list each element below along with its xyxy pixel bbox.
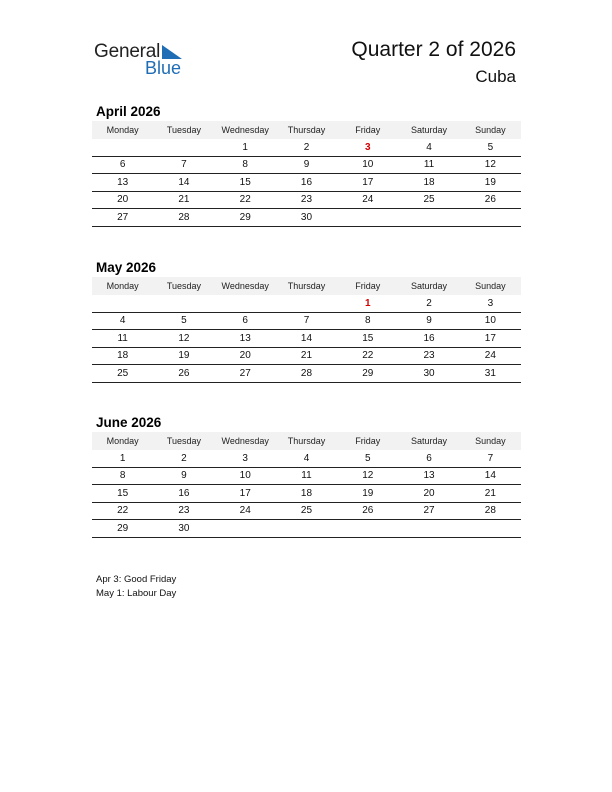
day-cell: 2 — [153, 450, 214, 467]
day-cell: 28 — [276, 365, 337, 383]
day-cell: 3 — [337, 139, 398, 156]
weekday-header: Tuesday — [153, 121, 214, 139]
day-cell: 20 — [398, 485, 459, 503]
day-cell: 22 — [92, 502, 153, 520]
weekday-header: Wednesday — [215, 432, 276, 450]
weekday-header: Wednesday — [215, 121, 276, 139]
day-cell — [215, 295, 276, 312]
weekday-header: Wednesday — [215, 277, 276, 295]
holiday-note: May 1: Labour Day — [96, 588, 177, 599]
day-cell: 11 — [92, 330, 153, 348]
day-cell: 11 — [276, 467, 337, 485]
week-row — [92, 139, 521, 156]
month-title: June 2026 — [96, 415, 162, 430]
month-title: May 2026 — [96, 260, 157, 275]
day-cell: 30 — [276, 209, 337, 227]
day-cell: 26 — [337, 502, 398, 520]
day-cell: 30 — [153, 520, 214, 538]
day-cell: 7 — [153, 156, 214, 174]
day-cell: 8 — [215, 156, 276, 174]
day-cell: 15 — [215, 174, 276, 192]
month-title: April 2026 — [96, 104, 161, 119]
weekday-header: Thursday — [276, 277, 337, 295]
weekday-header: Monday — [92, 432, 153, 450]
day-cell: 9 — [276, 156, 337, 174]
day-cell: 3 — [460, 295, 521, 312]
day-cell — [276, 295, 337, 312]
day-cell: 6 — [215, 312, 276, 330]
day-cell: 18 — [276, 485, 337, 503]
weekday-header: Friday — [337, 432, 398, 450]
week-row — [92, 502, 521, 520]
weekday-header: Monday — [92, 277, 153, 295]
day-cell: 2 — [276, 139, 337, 156]
day-cell: 16 — [276, 174, 337, 192]
day-cell: 17 — [215, 485, 276, 503]
day-cell: 21 — [276, 347, 337, 365]
calendar-table — [92, 121, 521, 227]
day-cell: 26 — [460, 191, 521, 209]
day-cell: 24 — [337, 191, 398, 209]
day-cell — [276, 520, 337, 538]
month-may — [92, 258, 521, 383]
day-cell: 10 — [337, 156, 398, 174]
day-cell: 2 — [398, 295, 459, 312]
day-cell: 14 — [460, 467, 521, 485]
week-row — [92, 174, 521, 192]
weekday-header: Monday — [92, 121, 153, 139]
week-row — [92, 347, 521, 365]
day-cell: 23 — [276, 191, 337, 209]
day-cell: 28 — [460, 502, 521, 520]
week-row — [92, 450, 521, 467]
day-cell: 5 — [337, 450, 398, 467]
day-cell: 18 — [92, 347, 153, 365]
week-row — [92, 330, 521, 348]
logo-general-text: General — [94, 41, 161, 62]
day-cell — [92, 139, 153, 156]
day-cell: 8 — [337, 312, 398, 330]
day-cell: 12 — [460, 156, 521, 174]
holiday-note: Apr 3: Good Friday — [96, 574, 177, 585]
day-cell: 1 — [337, 295, 398, 312]
day-cell: 7 — [276, 312, 337, 330]
week-row — [92, 467, 521, 485]
day-cell: 24 — [215, 502, 276, 520]
day-cell: 4 — [398, 139, 459, 156]
day-cell: 10 — [460, 312, 521, 330]
day-cell: 13 — [92, 174, 153, 192]
day-cell — [460, 209, 521, 227]
day-cell: 13 — [398, 467, 459, 485]
day-cell: 11 — [398, 156, 459, 174]
day-cell: 16 — [153, 485, 214, 503]
week-row — [92, 365, 521, 383]
day-cell: 12 — [153, 330, 214, 348]
day-cell: 19 — [337, 485, 398, 503]
day-cell: 19 — [153, 347, 214, 365]
day-cell — [153, 295, 214, 312]
week-row — [92, 312, 521, 330]
page-title: Quarter 2 of 2026 — [351, 38, 516, 61]
week-row — [92, 485, 521, 503]
day-cell: 17 — [460, 330, 521, 348]
week-row — [92, 209, 521, 227]
day-cell: 12 — [337, 467, 398, 485]
day-cell: 6 — [92, 156, 153, 174]
day-cell: 4 — [276, 450, 337, 467]
weekday-header: Friday — [337, 277, 398, 295]
day-cell: 17 — [337, 174, 398, 192]
weekday-header: Tuesday — [153, 277, 214, 295]
day-cell: 1 — [92, 450, 153, 467]
day-cell: 20 — [215, 347, 276, 365]
day-cell — [92, 295, 153, 312]
day-cell: 5 — [460, 139, 521, 156]
day-cell: 6 — [398, 450, 459, 467]
day-cell: 26 — [153, 365, 214, 383]
calendar-table — [92, 432, 521, 538]
day-cell: 20 — [92, 191, 153, 209]
day-cell: 25 — [92, 365, 153, 383]
day-cell: 27 — [92, 209, 153, 227]
day-cell: 25 — [398, 191, 459, 209]
logo-blue-text: Blue — [145, 58, 182, 78]
weekday-header: Sunday — [460, 121, 521, 139]
day-cell — [153, 139, 214, 156]
day-cell: 3 — [215, 450, 276, 467]
holiday-notes — [96, 573, 176, 601]
day-cell — [337, 209, 398, 227]
day-cell: 4 — [92, 312, 153, 330]
day-cell: 8 — [92, 467, 153, 485]
day-cell: 14 — [153, 174, 214, 192]
day-cell: 21 — [460, 485, 521, 503]
day-cell: 29 — [92, 520, 153, 538]
week-row — [92, 191, 521, 209]
weekday-header: Thursday — [276, 432, 337, 450]
day-cell: 19 — [460, 174, 521, 192]
day-cell: 9 — [398, 312, 459, 330]
day-cell: 29 — [215, 209, 276, 227]
day-cell — [398, 209, 459, 227]
weekday-header: Thursday — [276, 121, 337, 139]
day-cell: 7 — [460, 450, 521, 467]
day-cell: 25 — [276, 502, 337, 520]
day-cell: 27 — [398, 502, 459, 520]
day-cell: 21 — [153, 191, 214, 209]
weekday-header: Friday — [337, 121, 398, 139]
day-cell — [398, 520, 459, 538]
day-cell: 29 — [337, 365, 398, 383]
week-row — [92, 156, 521, 174]
day-cell — [460, 520, 521, 538]
day-cell: 23 — [153, 502, 214, 520]
weekday-header: Tuesday — [153, 432, 214, 450]
day-cell: 28 — [153, 209, 214, 227]
day-cell — [337, 520, 398, 538]
day-cell: 15 — [92, 485, 153, 503]
country-name: Cuba — [475, 67, 516, 86]
day-cell: 22 — [337, 347, 398, 365]
day-cell: 15 — [337, 330, 398, 348]
weekday-header: Saturday — [398, 121, 459, 139]
day-cell: 14 — [276, 330, 337, 348]
day-cell: 5 — [153, 312, 214, 330]
weekday-header: Sunday — [460, 277, 521, 295]
day-cell — [215, 520, 276, 538]
day-cell: 24 — [460, 347, 521, 365]
week-row — [92, 520, 521, 538]
weekday-header: Saturday — [398, 277, 459, 295]
day-cell: 23 — [398, 347, 459, 365]
generalblue-logo — [94, 40, 194, 82]
day-cell: 13 — [215, 330, 276, 348]
day-cell: 30 — [398, 365, 459, 383]
day-cell: 1 — [215, 139, 276, 156]
weekday-header: Saturday — [398, 432, 459, 450]
day-cell: 27 — [215, 365, 276, 383]
day-cell: 22 — [215, 191, 276, 209]
day-cell: 16 — [398, 330, 459, 348]
week-row — [92, 295, 521, 312]
day-cell: 9 — [153, 467, 214, 485]
day-cell: 31 — [460, 365, 521, 383]
month-june — [92, 413, 521, 538]
month-april — [92, 102, 521, 227]
day-cell: 18 — [398, 174, 459, 192]
weekday-header: Sunday — [460, 432, 521, 450]
day-cell: 10 — [215, 467, 276, 485]
calendar-table — [92, 277, 521, 383]
logo-triangle-icon — [160, 45, 182, 59]
